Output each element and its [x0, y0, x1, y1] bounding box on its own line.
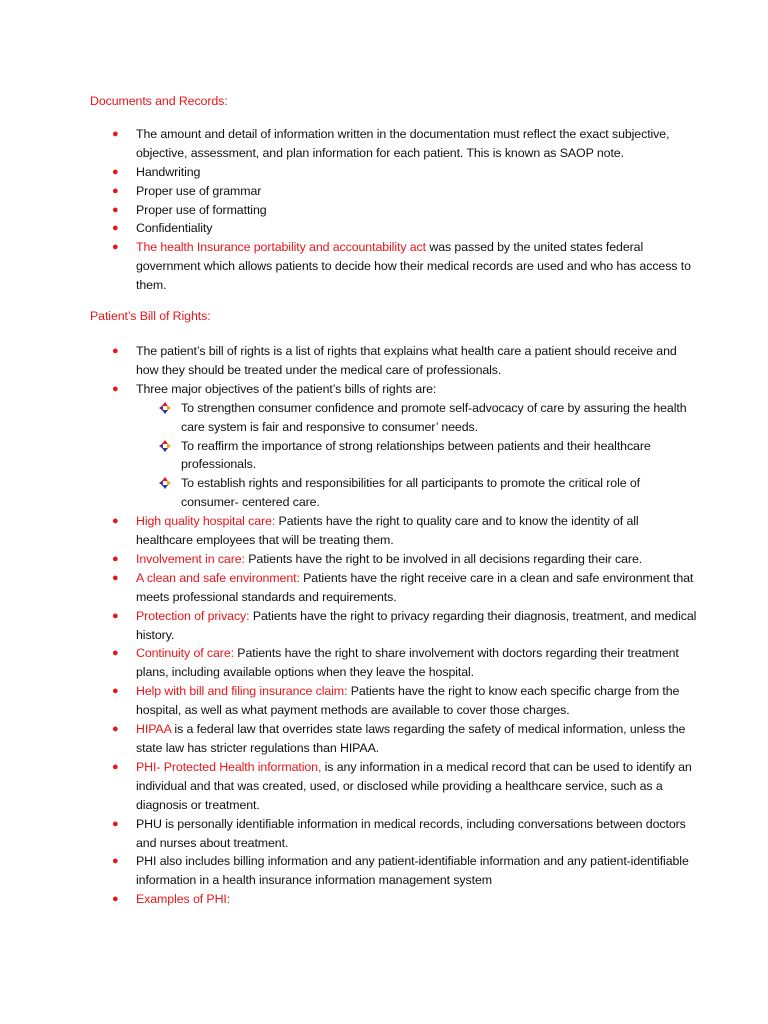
list-item-text: Confidentiality: [136, 221, 213, 236]
bullet-icon: ●: [112, 552, 119, 565]
bullet-icon: ●: [112, 515, 119, 528]
section-heading-documents-records: Documents and Records:: [90, 94, 228, 108]
list-item: [90, 238, 698, 295]
bullet-icon: ●: [112, 609, 119, 622]
list-item-text: was passed by the united states federal government which allows patients to decide how their medical records are used and who has access to them.: [136, 240, 691, 293]
sub-list-item-text: To establish rights and responsibilities for all participants to promote the critical role of consumer- centered care.: [181, 476, 641, 510]
list-item: [90, 342, 698, 380]
list-item-text: PHU is personally identifiable information in medical records, including conversations between doctors and nurses about treatment.: [136, 816, 686, 850]
bullet-icon: ●: [112, 760, 119, 773]
right-label: Help with bill and filing insurance claim:: [136, 684, 348, 699]
list-item-text: The patient’s bill of rights is a list of rights that explains what health care a patient should receive and how they should be treated under the medical care of professionals.: [136, 343, 677, 377]
list-item: [90, 219, 698, 238]
list-item: [90, 201, 698, 220]
right-label: High quality hospital care:: [136, 514, 276, 529]
list-item-text: Handwriting: [136, 164, 201, 179]
bullet-icon: ●: [112, 241, 119, 254]
bullet-icon: ●: [112, 723, 119, 736]
documents-records-list: [90, 125, 698, 295]
right-label: A clean and safe environment:: [136, 570, 300, 585]
list-item-text: Proper use of formatting: [136, 202, 267, 217]
list-item-text: PHI also includes billing information and any patient-identifiable information and any patient-identifiable information in a health insurance information management system: [136, 854, 689, 888]
right-label: Protection of privacy:: [136, 608, 250, 623]
bullet-icon: ●: [112, 685, 119, 698]
sub-list-item-text: To reaffirm the importance of strong relationships between patients and their healthcare professionals.: [181, 438, 651, 472]
list-item: [90, 512, 698, 550]
list-item: [90, 852, 698, 890]
bullet-icon: ●: [112, 344, 119, 357]
bullet-icon: ●: [112, 817, 119, 830]
objectives-sublist: [136, 399, 698, 512]
four-color-arrow-icon: [159, 402, 171, 414]
list-item: [90, 380, 698, 512]
bullet-icon: ●: [112, 893, 119, 906]
bullet-icon: ●: [112, 203, 119, 216]
bullet-icon: ●: [112, 222, 119, 235]
sub-list-item: [136, 399, 698, 437]
hipaa-act-label: The health Insurance portability and accountability act: [136, 240, 426, 255]
list-item: [90, 720, 698, 758]
sub-list-item: [136, 474, 698, 512]
examples-of-phi-label: Examples of PHI:: [136, 892, 231, 907]
list-item: [90, 182, 698, 201]
phi-label: PHI- Protected Health information,: [136, 759, 322, 774]
list-item-text: Patients have the right to privacy regarding their diagnosis, treatment, and medical history.: [136, 608, 697, 642]
list-item-text: Patients have the right to know each specific charge from the hospital, as well as what payment methods are available to cover those charges.: [136, 684, 680, 718]
bill-of-rights-list: [90, 342, 698, 909]
four-color-arrow-icon: [159, 440, 171, 452]
list-item-text: Patients have the right receive care in a clean and safe environment that meets professional standards and requirements.: [136, 570, 694, 604]
list-item-text: Patients have the right to quality care and to know the identity of all healthcare employees that will be treating them.: [136, 514, 639, 548]
list-item-text: Patients have the right to be involved in all decisions regarding their care.: [244, 551, 643, 566]
list-item-text: is any information in a medical record that can be used to identify an individual and that was created, used, or disclosed while providing a healthcare service, such as a diagnosis or treatment.: [136, 759, 692, 812]
list-item: [90, 644, 698, 682]
list-item: [90, 569, 698, 607]
list-item: [90, 682, 698, 720]
bullet-icon: ●: [112, 382, 119, 395]
list-item: [90, 758, 698, 815]
sub-list-item: [136, 437, 698, 475]
list-item-text: is a federal law that overrides state laws regarding the safety of medical information, unless the state law has stricter regulations than HIPAA.: [136, 722, 686, 755]
list-item-text: Proper use of grammar: [136, 183, 262, 198]
list-item-text: Patients have the right to share involvement with doctors regarding their treatment plans, including available options when they leave the hospital.: [136, 646, 679, 680]
list-item: [90, 607, 698, 645]
list-item: [90, 550, 698, 569]
bullet-icon: ●: [112, 571, 119, 584]
bullet-icon: ●: [112, 127, 119, 140]
sub-list-item-text: To strengthen consumer confidence and promote self-advocacy of care by assuring the health care system is fair and responsive to consumer’ needs.: [181, 400, 687, 434]
right-label: Involvement in care:: [136, 551, 245, 566]
list-item: [90, 815, 698, 853]
bullet-icon: ●: [112, 184, 119, 197]
list-item-text: Three major objectives of the patient’s bills of rights are:: [136, 381, 437, 396]
right-label: Continuity of care:: [136, 646, 234, 661]
bullet-icon: ●: [112, 855, 119, 868]
bullet-icon: ●: [112, 165, 119, 178]
four-color-arrow-icon: [159, 477, 171, 489]
section-heading-patient-bill-of-rights: Patient’s Bill of Rights:: [90, 309, 211, 324]
list-item: [90, 125, 698, 163]
hipaa-label: HIPAA: [136, 722, 172, 737]
list-item-text: The amount and detail of information written in the documentation must reflect the exact subjective, objective, assessment, and plan information for each patient. This is known as SAOP note.: [136, 126, 670, 160]
list-item: [90, 890, 698, 909]
list-item: [90, 163, 698, 182]
bullet-icon: ●: [112, 647, 119, 660]
